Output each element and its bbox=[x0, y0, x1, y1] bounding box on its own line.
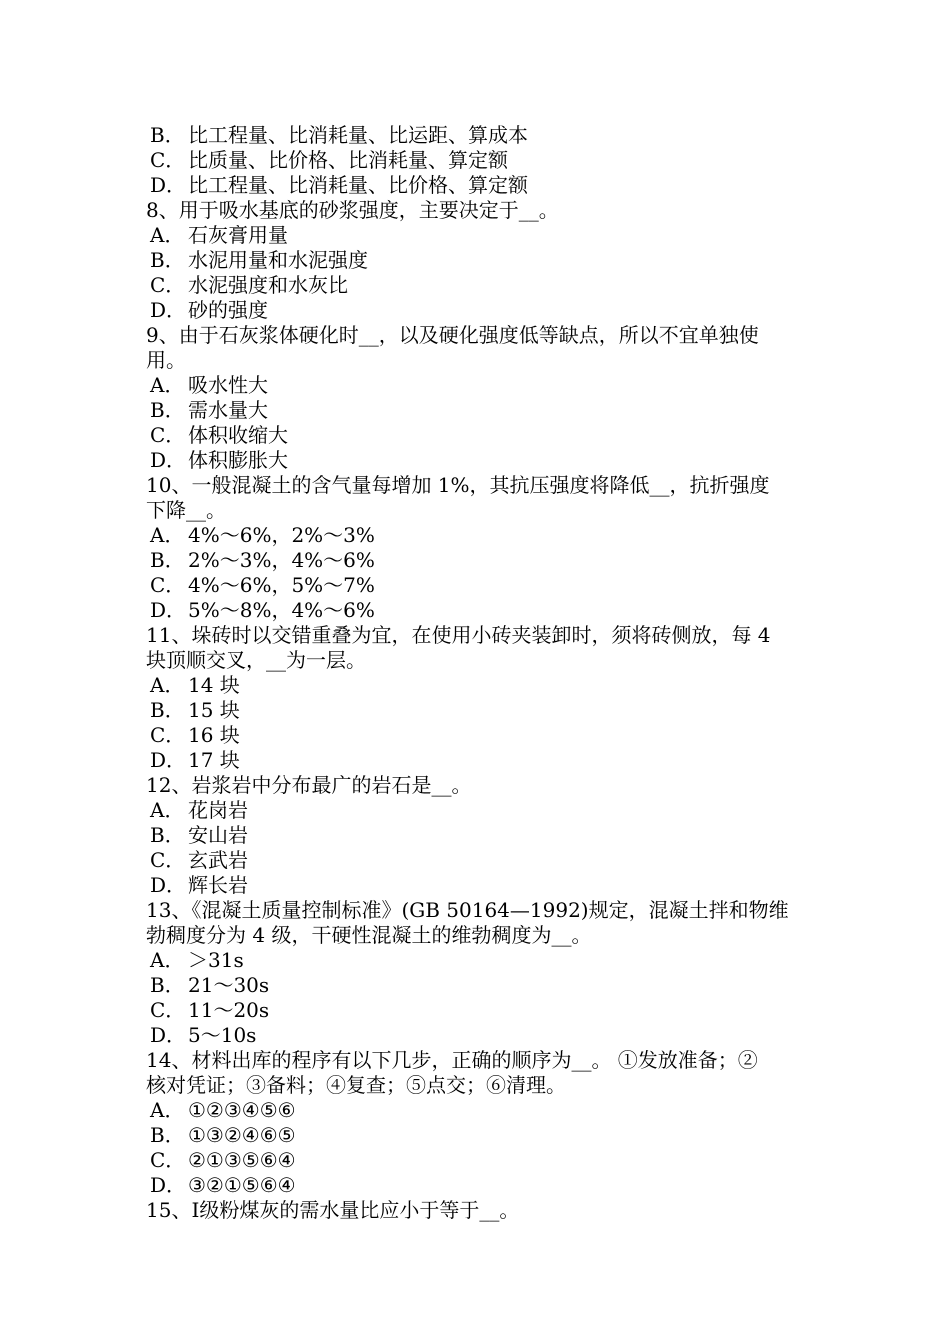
answer-option bbox=[146, 1123, 816, 1148]
answer-option bbox=[146, 523, 816, 548]
answer-option bbox=[146, 373, 816, 398]
option-text: 需水量大 bbox=[188, 398, 268, 422]
option-letter: C． bbox=[150, 723, 186, 747]
question-text: 核对凭证；③备料；④复查；⑤点交；⑥清理。 bbox=[146, 1073, 566, 1097]
answer-option bbox=[146, 973, 816, 998]
option-text: 吸水性大 bbox=[188, 373, 268, 397]
option-text: 4%～6%，2%～3% bbox=[188, 523, 375, 547]
answer-option bbox=[146, 298, 816, 323]
option-text: 5～10s bbox=[188, 1023, 257, 1047]
option-text: 水泥用量和水泥强度 bbox=[188, 248, 368, 272]
option-letter: D． bbox=[150, 1173, 187, 1197]
option-text: 比质量、比价格、比消耗量、算定额 bbox=[188, 148, 508, 172]
question-text: 10、一般混凝土的含气量每增加 1%，其抗压强度将降低__，抗折强度 bbox=[146, 473, 770, 497]
answer-option bbox=[146, 448, 816, 473]
answer-option bbox=[146, 1148, 816, 1173]
option-letter: C． bbox=[150, 148, 186, 172]
option-letter: C． bbox=[150, 423, 186, 447]
answer-option bbox=[146, 1098, 816, 1123]
option-letter: B． bbox=[150, 123, 185, 147]
option-letter: D． bbox=[150, 1023, 187, 1047]
option-letter: A． bbox=[150, 798, 185, 822]
option-letter: A． bbox=[150, 523, 185, 547]
question-text: 块顶顺交叉，__为一层。 bbox=[146, 648, 366, 672]
option-text: ②①③⑤⑥④ bbox=[188, 1148, 296, 1172]
option-text: 体积收缩大 bbox=[188, 423, 288, 447]
answer-option bbox=[146, 873, 816, 898]
answer-option bbox=[146, 223, 816, 248]
option-text: ③②①⑤⑥④ bbox=[188, 1173, 296, 1197]
document-page bbox=[146, 123, 816, 1223]
option-text: 2%～3%，4%～6% bbox=[188, 548, 375, 572]
option-letter: B． bbox=[150, 248, 185, 272]
option-text: 5%～8%，4%～6% bbox=[188, 598, 375, 622]
question-text: 14、材料出库的程序有以下几步，正确的顺序为__。 ①发放准备；② bbox=[146, 1048, 758, 1072]
question-text: 用。 bbox=[146, 348, 186, 372]
option-letter: D． bbox=[150, 448, 187, 472]
answer-option bbox=[146, 848, 816, 873]
question-text: 15、Ⅰ级粉煤灰的需水量比应小于等于__。 bbox=[146, 1198, 520, 1222]
question-text: 勃稠度分为 4 级，干硬性混凝土的维勃稠度为__。 bbox=[146, 923, 592, 947]
option-letter: B． bbox=[150, 1123, 185, 1147]
option-letter: A． bbox=[150, 223, 185, 247]
option-letter: D． bbox=[150, 598, 187, 622]
answer-option bbox=[146, 548, 816, 573]
option-letter: B． bbox=[150, 398, 185, 422]
option-text: 比工程量、比消耗量、比价格、算定额 bbox=[188, 173, 528, 197]
option-text: 4%～6%，5%～7% bbox=[188, 573, 375, 597]
option-text: 辉长岩 bbox=[188, 873, 248, 897]
answer-option bbox=[146, 748, 816, 773]
option-letter: B． bbox=[150, 548, 185, 572]
answer-option bbox=[146, 698, 816, 723]
option-letter: C． bbox=[150, 273, 186, 297]
option-letter: D． bbox=[150, 298, 187, 322]
answer-option bbox=[146, 598, 816, 623]
option-letter: B． bbox=[150, 698, 185, 722]
option-text: ①②③④⑤⑥ bbox=[188, 1098, 296, 1122]
question-text: 12、岩浆岩中分布最广的岩石是__。 bbox=[146, 773, 472, 797]
answer-option bbox=[146, 723, 816, 748]
option-letter: B． bbox=[150, 973, 185, 997]
question-text: 11、垛砖时以交错重叠为宜，在使用小砖夹装卸时，须将砖侧放，每 4 bbox=[146, 623, 771, 647]
question-text: 9、由于石灰浆体硬化时__，以及硬化强度低等缺点，所以不宜单独使 bbox=[146, 323, 759, 347]
answer-option bbox=[146, 148, 816, 173]
option-text: 水泥强度和水灰比 bbox=[188, 273, 348, 297]
answer-option bbox=[146, 123, 816, 148]
answer-option bbox=[146, 948, 816, 973]
option-text: ＞31s bbox=[188, 948, 244, 972]
option-letter: A． bbox=[150, 1098, 185, 1122]
option-text: 砂的强度 bbox=[188, 298, 268, 322]
answer-option bbox=[146, 398, 816, 423]
option-text: 玄武岩 bbox=[188, 848, 248, 872]
question-text: 下降__。 bbox=[146, 498, 226, 522]
option-letter: C． bbox=[150, 998, 186, 1022]
option-text: ①③②④⑥⑤ bbox=[188, 1123, 296, 1147]
answer-option bbox=[146, 248, 816, 273]
answer-option bbox=[146, 823, 816, 848]
option-text: 体积膨胀大 bbox=[188, 448, 288, 472]
option-letter: C． bbox=[150, 1148, 186, 1172]
option-letter: B． bbox=[150, 823, 185, 847]
option-text: 安山岩 bbox=[188, 823, 248, 847]
answer-option bbox=[146, 1023, 816, 1048]
answer-option bbox=[146, 273, 816, 298]
answer-option bbox=[146, 673, 816, 698]
option-letter: D． bbox=[150, 173, 187, 197]
option-text: 花岗岩 bbox=[188, 798, 248, 822]
option-letter: C． bbox=[150, 573, 186, 597]
answer-option bbox=[146, 798, 816, 823]
option-letter: A． bbox=[150, 673, 185, 697]
answer-option bbox=[146, 173, 816, 198]
answer-option bbox=[146, 573, 816, 598]
option-text: 17 块 bbox=[188, 748, 240, 772]
answer-option bbox=[146, 423, 816, 448]
option-text: 16 块 bbox=[188, 723, 240, 747]
option-text: 比工程量、比消耗量、比运距、算成本 bbox=[188, 123, 528, 147]
option-text: 15 块 bbox=[188, 698, 240, 722]
option-letter: C． bbox=[150, 848, 186, 872]
option-letter: A． bbox=[150, 373, 185, 397]
option-text: 14 块 bbox=[188, 673, 240, 697]
answer-option bbox=[146, 1173, 816, 1198]
option-text: 21～30s bbox=[188, 973, 270, 997]
option-letter: A． bbox=[150, 948, 185, 972]
option-text: 11～20s bbox=[188, 998, 270, 1022]
answer-option bbox=[146, 998, 816, 1023]
question-text: 13、《混凝土质量控制标准》(GB 50164—1992)规定，混凝土拌和物维 bbox=[146, 898, 789, 922]
option-letter: D． bbox=[150, 748, 187, 772]
question-text: 8、用于吸水基底的砂浆强度，主要决定于__。 bbox=[146, 198, 559, 222]
option-text: 石灰膏用量 bbox=[188, 223, 288, 247]
option-letter: D． bbox=[150, 873, 187, 897]
